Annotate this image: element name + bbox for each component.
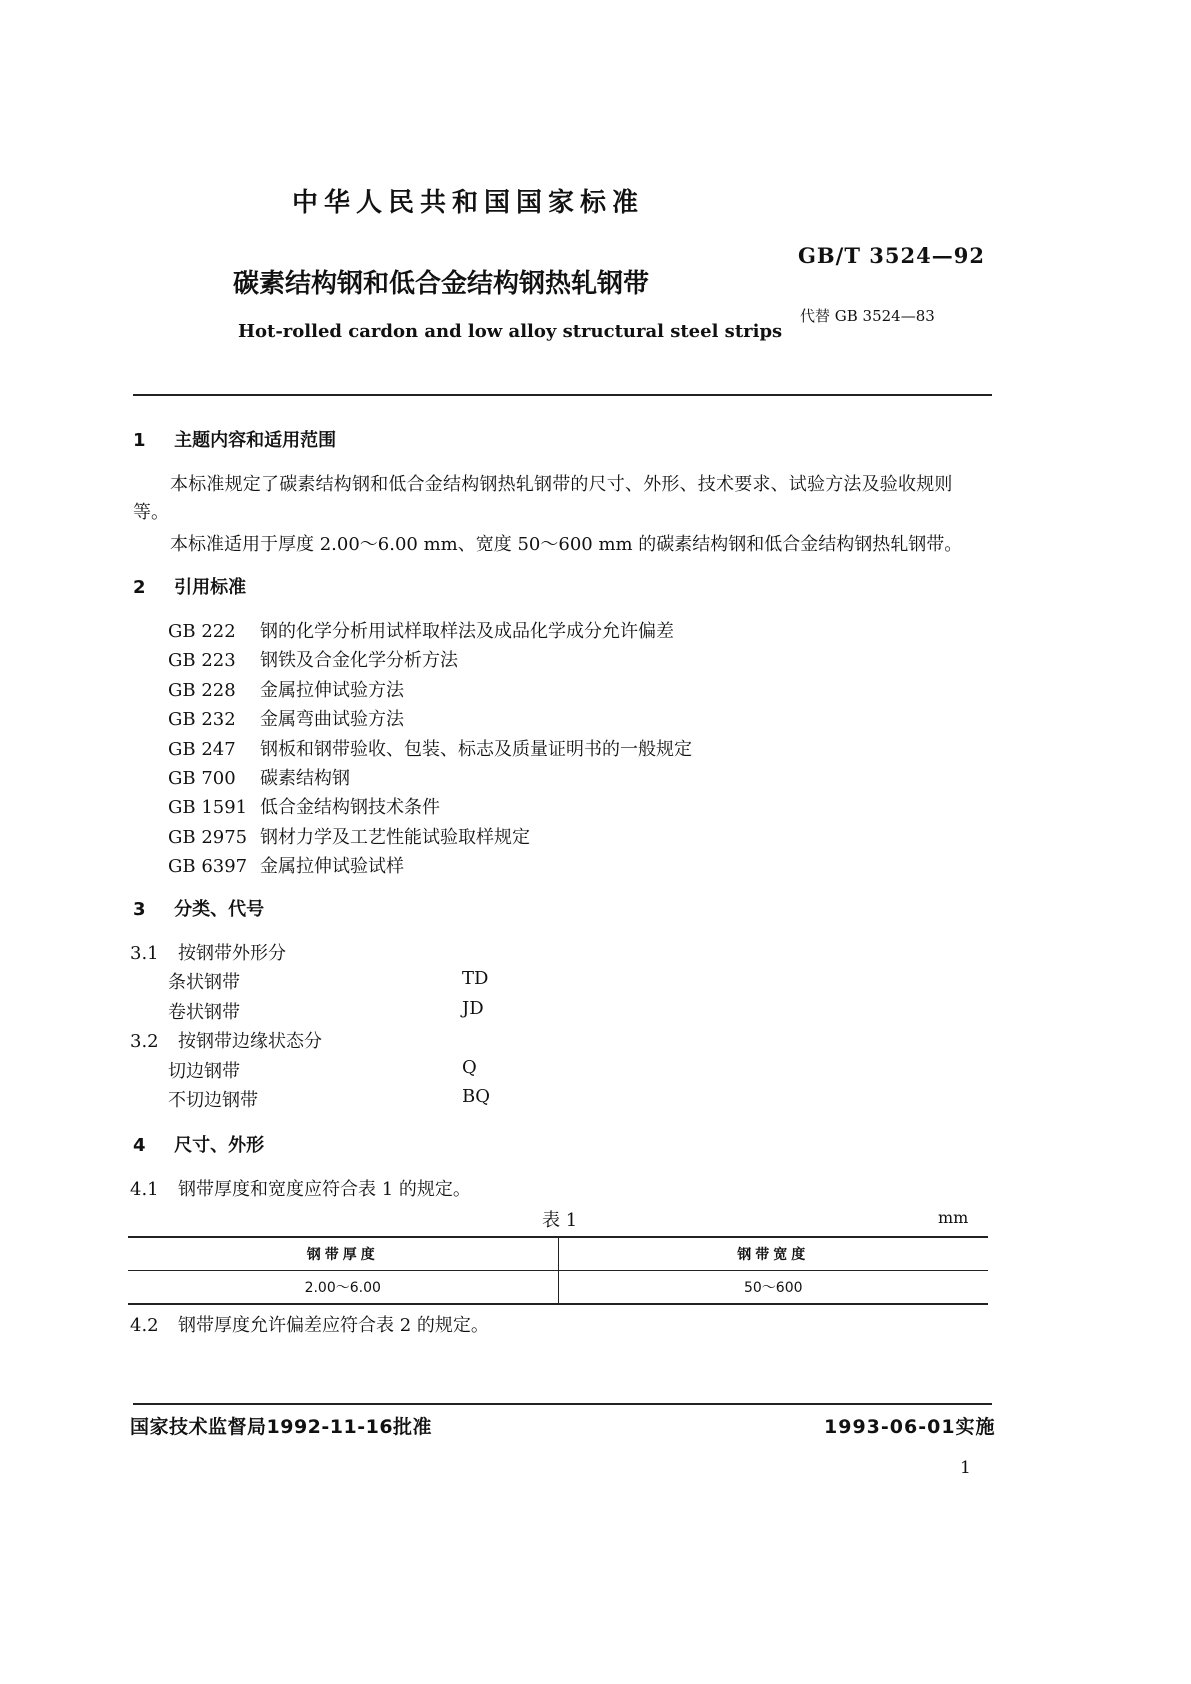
- chinese-title: 碳素结构钢和低合金结构钢热轧钢带: [233, 269, 650, 299]
- footer-rule: [133, 1403, 992, 1405]
- classification-name: 不切边钢带: [168, 1090, 258, 1111]
- section-number: 1: [133, 430, 146, 451]
- table-cell-width: 50～600: [558, 1271, 988, 1305]
- subsection-title: 按钢带边缘状态分: [178, 1031, 322, 1052]
- reference-title: 低合金结构钢技术条件: [260, 797, 440, 819]
- classification-code: JD: [462, 998, 484, 1019]
- section-title: 分类、代号: [174, 899, 265, 920]
- section-4-heading: [133, 1131, 264, 1157]
- subsection-number: 4.2: [130, 1315, 159, 1336]
- reference-code: GB 700: [168, 768, 236, 790]
- subsection-3-2: [130, 1027, 322, 1053]
- subsection-number: 3.1: [130, 943, 159, 964]
- subsection-4-1: [130, 1175, 471, 1201]
- reference-title: 金属拉伸试验试样: [260, 856, 404, 878]
- english-title: Hot-rolled cardon and low alloy structural steel strips: [238, 321, 783, 342]
- reference-code: GB 2975: [168, 826, 248, 848]
- page-number: 1: [960, 1458, 971, 1478]
- reference-item: [168, 646, 692, 675]
- reference-title: 钢板和钢带验收、包装、标志及质量证明书的一般规定: [260, 738, 692, 760]
- replaces-standard: 代替 GB 3524—83: [800, 307, 935, 325]
- section-title: 尺寸、外形: [174, 1135, 265, 1156]
- section-1-heading: [133, 426, 336, 452]
- reference-title: 钢的化学分析用试样取样法及成品化学成分允许偏差: [260, 621, 674, 642]
- table-cell-thickness: 2.00～6.00: [128, 1271, 558, 1305]
- reference-code: GB 222: [168, 621, 236, 642]
- table-1: [128, 1236, 988, 1305]
- reference-code: GB 228: [168, 679, 236, 701]
- paragraph: 等。: [133, 502, 169, 523]
- reference-code: GB 223: [168, 650, 236, 672]
- section-3-heading: [133, 895, 264, 921]
- section-2-heading: [133, 573, 246, 599]
- section-number: 4: [133, 1135, 146, 1156]
- reference-item: [168, 676, 692, 705]
- table-unit: mm: [938, 1208, 969, 1227]
- reference-item: [168, 793, 692, 822]
- reference-title: 金属拉伸试验方法: [260, 679, 404, 701]
- reference-item: [168, 705, 692, 734]
- classification-name: 切边钢带: [168, 1061, 240, 1082]
- subsection-text: 钢带厚度允许偏差应符合表 2 的规定。: [178, 1315, 489, 1336]
- standard-number: GB/T 3524—92: [798, 243, 985, 268]
- paragraph: 本标准规定了碳素结构钢和低合金结构钢热轧钢带的尺寸、外形、技术要求、试验方法及验收规则: [170, 474, 953, 495]
- section-number: 2: [133, 577, 146, 598]
- table-header-thickness: 钢带厚度: [128, 1237, 558, 1271]
- reference-code: GB 247: [168, 738, 236, 760]
- subsection-4-2: [130, 1311, 489, 1337]
- table-caption: 表 1: [542, 1210, 578, 1231]
- reference-item: [168, 823, 692, 852]
- reference-list: [168, 617, 692, 882]
- reference-item: [168, 617, 692, 646]
- section-number: 3: [133, 899, 146, 920]
- reference-item: [168, 852, 692, 881]
- reference-item: [168, 735, 692, 764]
- subsection-text: 钢带厚度和宽度应符合表 1 的规定。: [178, 1179, 471, 1200]
- classification-name: 条状钢带: [168, 972, 240, 993]
- reference-code: GB 6397: [168, 856, 248, 878]
- implementation-date: 1993-06-01实施: [824, 1416, 996, 1438]
- reference-title: 钢铁及合金化学分析方法: [260, 650, 458, 672]
- subsection-3-1: [130, 939, 286, 965]
- subsection-number: 4.1: [130, 1179, 159, 1200]
- reference-code: GB 232: [168, 709, 236, 731]
- classification-code: TD: [462, 968, 489, 989]
- approval-text: 国家技术监督局1992-11-16批准: [130, 1416, 433, 1438]
- classification-code: BQ: [462, 1086, 490, 1107]
- reference-title: 碳素结构钢: [260, 768, 350, 790]
- subsection-title: 按钢带外形分: [178, 943, 286, 964]
- section-title: 引用标准: [174, 577, 247, 598]
- reference-title: 金属弯曲试验方法: [260, 709, 404, 731]
- classification-name: 卷状钢带: [168, 1002, 240, 1023]
- national-standard-title: 中华人民共和国国家标准: [292, 188, 645, 218]
- header-rule: [133, 394, 992, 396]
- paragraph: 本标准适用于厚度 2.00～6.00 mm、宽度 50～600 mm 的碳素结构钢和低合金结构钢热轧钢带。: [170, 534, 963, 555]
- reference-item: [168, 764, 692, 793]
- subsection-number: 3.2: [130, 1031, 159, 1052]
- section-title: 主题内容和适用范围: [174, 430, 337, 451]
- classification-code: Q: [462, 1057, 477, 1078]
- reference-code: GB 1591: [168, 797, 248, 819]
- table-header-width: 钢带宽度: [558, 1237, 988, 1271]
- reference-title: 钢材力学及工艺性能试验取样规定: [260, 826, 530, 848]
